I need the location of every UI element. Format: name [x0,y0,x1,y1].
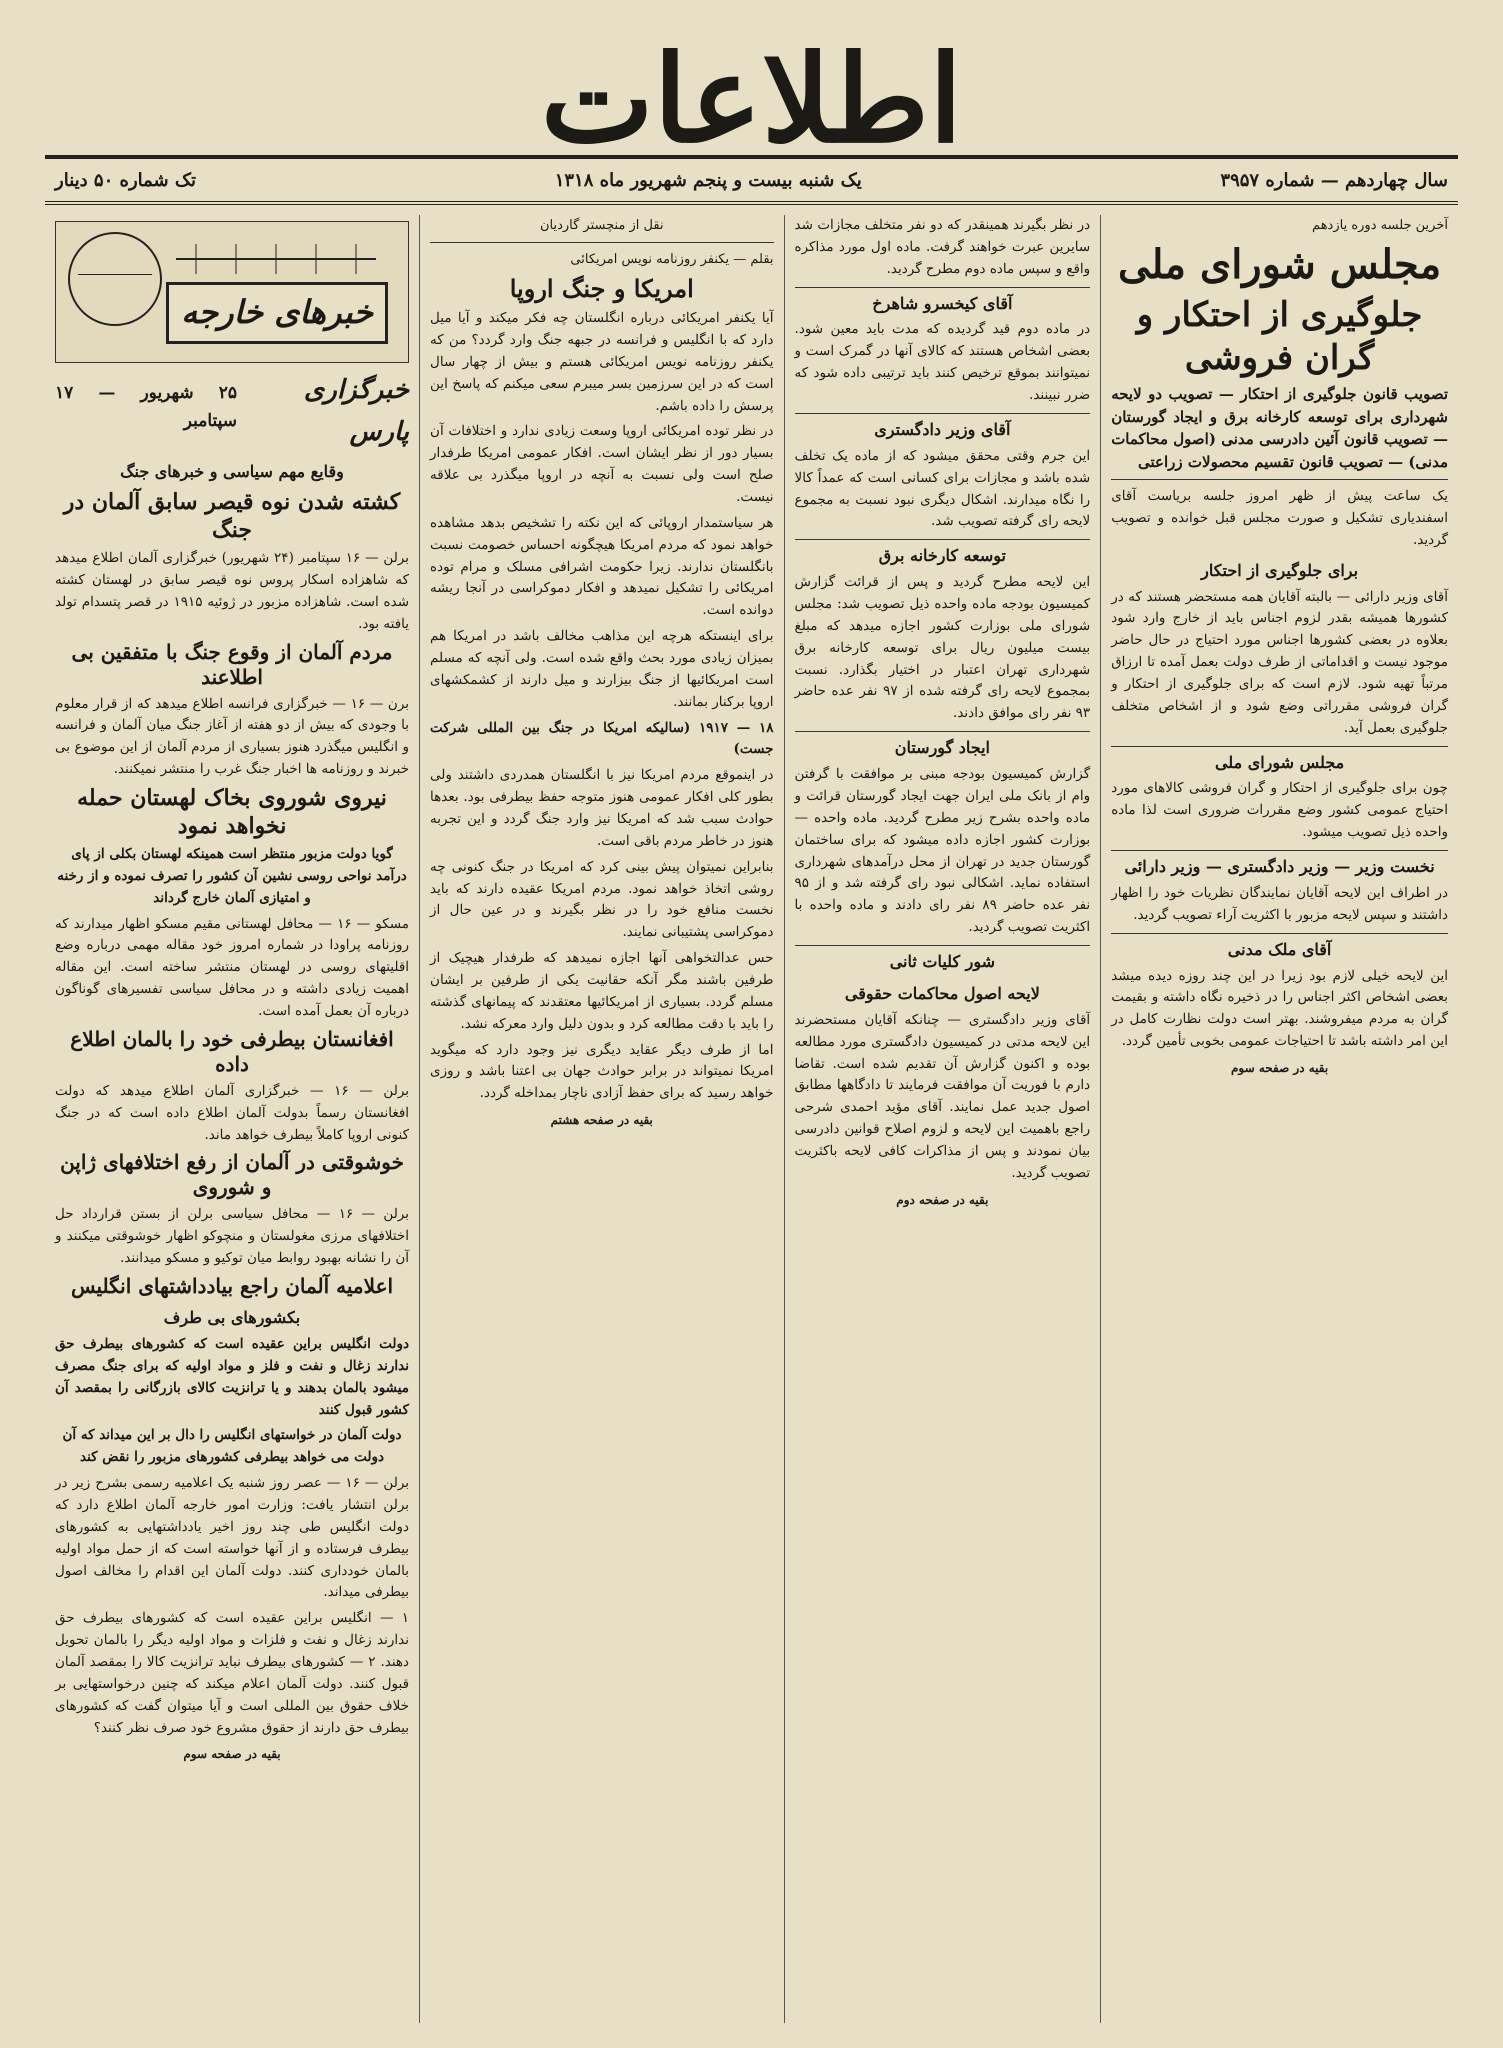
headline-hoarding: جلوگیری از احتکار و گران فروشی [1136,295,1423,378]
foreign-news-banner [55,221,409,363]
section-text: در اطراف این لایحه آقایان نمایندگان نظریات خود را اظهار داشتند و سپس لایحه مزبور با اکثریت آراء تصویب گردید. [1111,884,1448,923]
source-note: نقل از منچستر گاردیان [539,218,664,233]
section-title: نخست وزیر — وزیر دادگستری — وزیر دارائی [1111,850,1448,880]
byline: بقلم — یکنفر روزنامه نویس امریکائی [570,252,774,268]
column-foreign-news [45,215,419,2023]
paragraph: برلن — ۱۶ — محافل سیاسی برلن از بستن قرارداد حل اختلافهای مرزی مغولستان و منچوکو اظهار خوشوقتی میکنند و آن را نشانه بهبود روابط میان توکیو و مسکو میدانند. [55,1206,410,1267]
column-america [419,215,784,2023]
paragraph: آیا یکنفر امریکائی درباره انگلستان چه فکر میکند و آیا میل دارد که با انگلیس و فرانسه در جبهه جنگ وارد گردد؟ من که یکنفر روزنامه نویس امریکائی هستم و بیش از چهار سال است که در این سرزمین بسر میبرم سعی میکنم که پاسخ این پرسش را داده باشم. [430,310,774,414]
headline: مردم آلمان از وقوع جنگ با متفقین بی اطلاعند [71,639,393,689]
column-parliament [1100,215,1458,2023]
headline-parliament: مجلس شورای ملی [1117,241,1442,289]
paragraph: در نظر بگیرند همینقدر که دو نفر متخلف مجازات شد سایرین عبرت خواهند گرفت. ماده اول مورد مذاکره واقع و سپس ماده دوم مطرح گردید. [794,217,1091,277]
agency-row [55,369,409,453]
radio-tower-icon [176,234,376,284]
paragraph: این جرم وقتی محقق میشود که از ماده یک تخلف شده باشد و مجازات برای کسانی است که عمداً کالا را نگاه میدارند. اشکال دیگری نبود نسبت به مجموع لایحه رای گرفته تصویب شد. [794,447,1091,530]
paragraph: برن — ۱۶ — خبرگزاری فرانسه اطلاع میدهد که از قرار معلوم با وجودی که بیش از دو هفته از آغاز جنگ میان آلمان و فرانسه و انگلیس میگذرد هنوز بسیاری از مردم آلمان از این موضوع بی خبرند و روزنامه ها اخبار جنگ غرب را منتشر نمیکنند. [55,695,410,778]
subheadline: دولت آلمان در خواستهای انگلیس را دال بر این میداند که آن دولت می خواهد بیطرفی کشورهای مزبور را نقض کند [62,1427,402,1466]
paragraph: حس عدالتخواهی آنها اجازه نمیدهد که طرفدار هیچیک از طرفین باشند مگر آنکه حقانیت یکی از طرفین بر ایشان مسلم گردد. بسیاری از امریکائیها معتقدند که پیمانهای گذشته را باید با دقت مطالعه کرد و بدون دلیل وارد معرکه نشد. [430,950,774,1032]
section-title: لایحه اصول محاکمات حقوقی [844,983,1040,1003]
section-title: آقای وزیر دادگستری [795,413,1091,443]
headline: اعلامیه آلمان راجع بیادداشتهای انگلیس [70,1274,394,1299]
paragraph: در نظر توده امریکائی اروپا وسعت زیادی ندارد و اختلافات آن بسیار دور از نظر ایشان است. افکار عمومی امریکا طرفدار صلح است ولی نسبت به آنچه در اروپا میگذرد بی علاقه نیست. [430,423,774,505]
section-title: ایجاد گورستان [795,731,1091,761]
price: تک شماره ۵۰ دینار [55,169,197,191]
info-bar [45,155,1458,205]
section-title: توسعه کارخانه برق [795,539,1091,569]
headline: نیروی شوروی بخاک لهستان حمله نخواهد نمود [77,785,387,839]
paragraph: در اینموقع مردم امریکا نیز با انگلستان همدردی داشتند ولی بطور کلی افکار عمومی هنوز متوجه حفظ بیطرفی بود. بعدها حوادث سبب شد که امریکا نیز وارد جنگ گردد و این تجربه هنوز در خاطر مردم باقی است. [430,767,774,849]
kicker: آخرین جلسه دوره یازدهم [1312,218,1448,233]
subheadline: گویا دولت مزبور منتظر است همینکه لهستان بکلی از پای درآمد نواحی روسی نشین آن کشور را تصرف نموده و از رخنه و امتیازی آلمان خارج گرداند [57,846,407,906]
paragraph: هر سیاستمدار اروپائی که این نکته را تشخیص بدهد مشاهده خواهد نمود که مردم امریکا هیچگونه احساس خصومت نسبت بانگلستان ندارند. زیرا حکومت اشرافی مسلک و مرام توده امریکائی را تشکیل نمیدهد و افکار دموکراسی در آنجا ریشه دوانده است. [430,514,774,619]
agency-name: خبرگزاری پارس [303,375,410,448]
section-title: آقای کیخسرو شاهرخ [795,287,1091,317]
kicker: وقایع مهم سیاسی و خبرهای جنگ [120,462,344,482]
paragraph: بنابراین نمیتوان پیش بینی کرد که امریکا در جنگ کنونی چه روشی اتخاذ خواهد نمود. مردم امریکا عقیده دارند که باید نخست منافع خود را در نظر بگیرند و در عین حال از دموکراسی پشتیبانی نمایند. [430,858,774,941]
section-text: این لایحه خیلی لازم بود زیرا در این چند روزه دیده میشد بعضی اشخاص اکثر اجناس را در ذخیره نگاه داشته و بقیمت گران به مردم میفروشند. بهتر است دولت نظارت کامل در این امر داشته باشد تا احتیاجات عمومی بخوبی تأمین گردد. [1111,967,1448,1050]
column-parliament-cont [784,215,1101,2023]
paragraph: آقای وزیر دادگستری — چنانکه آقایان مستحضرند این لایحه مدتی در کمیسیون دادگستری مورد مطالعه بوده و اکنون گزارش آن تقدیم شده است. تقاضا دارم با فوریت آن موافقت فرمایند تا دادگاهها مطابق اصول جدید عمل نمایند. آقای مؤید احمدی شرحی راجع باهمیت این لایحه و لزوم اصلاح قوانین دادرسی بیان نمودند و پس از مذاکرات کافی لایحه باکثریت تصویب گردید. [794,1011,1091,1181]
paragraph: مسکو — ۱۶ — محافل لهستانی مقیم مسکو اظهار میدارند که روزنامه پراودا در شماره امروز خود مقاله مهمی درباره وضع اقلیتهای روسی در لهستان منتشر ساخته است. این مقاله اهمیت زیادی داشته و در محافل سیاسی تفسیرهای گوناگون درباره آن بعمل آمده است. [55,915,410,1020]
date-line: ۱۸ — ۱۹۱۷ (سالیکه امریکا در جنگ بین المللی شرکت جست) [430,719,774,758]
masthead [0,29,1503,170]
divider [430,242,774,243]
continued-note: بقیه در صفحه سوم [183,1747,281,1762]
subhead: تصویب قانون جلوگیری از احتکار — تصویب دو لایحه شهرداری برای توسعه کارخانه برق و ایجاد گورستان — تصویب قانون آئین دادرسی مدنی (اصول محاکمات مدنی) — تصویب قانون تقسیم محصولات زراعتی [1111,385,1448,471]
headline: کشته شدن نوه قیصر سابق آلمان در جنگ [63,489,401,543]
columns [45,215,1458,2023]
section-title: مجلس شورای ملی [1111,746,1448,776]
headline: افغانستان بیطرفی خود را بالمان اطلاع داده [70,1026,394,1076]
lead-paragraph: یک ساعت پیش از ظهر امروز جلسه بریاست آقای اسفندیاری تشکیل و صورت مجلس قبل خوانده و تصویب گردید. [1111,488,1448,548]
continued-note: بقیه در صفحه هشتم [550,1113,653,1128]
headline: خوشوقتی در آلمان از رفع اختلافهای ژاپن و شوروی [60,1150,404,1200]
paragraph: اما از طرف دیگر عقاید دیگری نیز وجود دارد که میگوید امریکا نمیتواند در برابر حوادث جهان بی اعتنا باشد و روزی خواهد رسید که برای حفظ آزادی ناچار بمداخله گردد. [430,1041,774,1102]
newspaper-title: اطلاعات [540,29,963,170]
paragraph: برلن — ۱۶ — خبرگزاری آلمان اطلاع میدهد که دولت افغانستان رسماً بدولت آلمان اطلاع داده است که در جنگ کنونی اروپا کاملاً بیطرف خواهد ماند. [55,1082,410,1143]
continued-note: بقیه در صفحه سوم [1230,1061,1329,1075]
banner-label: خبرهای خارجه [166,282,388,344]
section-text: چون برای جلوگیری از احتکار و گران فروشی کالاهای مورد احتیاج عمومی کشور وضع مقررات ضروری است لذا ماده واحده ذیل تصویب میشود. [1111,780,1448,841]
section-title: شور کلیات ثانی [795,945,1091,975]
section-title: آقای ملک مدنی [1111,933,1448,963]
section-text: آقای وزیر دارائی — بالبته آقایان همه مستحضر هستند که در کشورها همیشه بقدر لزوم اجناس باید از خارج وارد شود بعلاوه در بعضی کشورها اجناس مورد احتیاج در حال حاضر موجود نیست و اقداماتی از طرف دولت بعمل آمده تا ارزاق مرتباً تهیه شود. لازم است که برای جلوگیری از احتکار و گران فروشی مقرراتی وضع شود و از اشخاص متخلف جلوگیری بعمل آید. [1111,588,1448,736]
globe-icon [68,232,162,326]
section-title: برای جلوگیری از احتکار [1201,560,1359,580]
paragraph: برلن — ۱۶ سپتامبر (۲۴ شهریور) خبرگزاری آلمان اطلاع میدهد که شاهزاده اسکار پروس نوه قیصر سابق در لهستان کشته شده است. شاهزاده مزبور در ژوئیه ۱۹۱۵ در قصر پتسدام تولد یافته بود. [55,550,410,632]
paragraph: برای اینستکه هرچه این مذاهب مخالف باشد در امریکا هم بمیزان زیادی مورد بحث واقع شده است. ولی آنچه که مسلم است امریکائیها از جنگ بیزارند و میل دارند از کشمکشهای اروپا برکنار بمانند. [430,628,774,710]
subheadline: دولت انگلیس براین عقیده است که کشورهای بیطرف حق ندارند زغال و نفت و فلز و مواد اولیه که برای جنگ مصرف میشود بالمان بدهند و یا ترانزیت کالای بازرگانی را بمقصد آن کشور قبول کنند [55,1335,410,1418]
paragraph: این لایحه مطرح گردید و پس از قرائت گزارش کمیسیون بودجه ماده واحده ذیل تصویب شد: مجلس شورای ملی بوزارت کشور اجازه میدهد که مبلغ بیست میلیون ریال برای توسعه کارخانه برق شهرداری تهران اعتبار در اختیار بگذارد. نسبت بمجموع لایحه رای گرفته شده از ۹۷ نفر عده حاضر ۹۳ نفر رای موافق دادند. [794,574,1091,722]
continued-note: بقیه در صفحه دوم [896,1192,989,1207]
issue-info: سال چهاردهم — شماره ۳۹۵۷ [1220,169,1448,191]
paragraph: در ماده دوم قید گردیده که مدت باید معین شود. بعضی اشخاص هستند که کالای آنها در گمرک است و نمیتوانند بموقع ترخیص کنند باید ترتیبی داده شود که ضرر نبینند. [794,321,1091,404]
subheadline: بکشورهای بی طرف [163,1308,301,1328]
divider [1111,479,1448,480]
paragraph: برلن — ۱۶ — عصر روز شنبه یک اعلامیه رسمی بشرح زیر در برلن انتشار یافت: وزارت امور خارجه آلمان اطلاع دارد که دولت انگلیس طی چند روز اخیر یادداشتهایی به کشورهای بیطرف فرستاده و از آنها خواسته است که از حمل مواد اولیه بالمان خودداری کنند. دولت آلمان این اقدام را مخالف اصول بیطرفی میداند. [55,1475,410,1601]
paragraph: ۱ — انگلیس براین عقیده است که کشورهای بیطرف حق ندارند زغال و نفت و فلزات و مواد اولیه دیگر را بالمان تحویل دهند. ۲ — کشورهای بیطرف نباید ترانزیت کالا را بمقصد آلمان قبول کنند. دولت آلمان اعلام میکند که چنین درخواستهایی بر خلاف حقوق بین المللی است و آیا میتوان گفت که کشورهای بیطرف حق دارند از حقوق مشروع خود صرف نظر کنند؟ [55,1610,410,1736]
paragraph: گزارش کمیسیون بودجه مبنی بر موافقت با گرفتن وام از بانک ملی ایران جهت ایجاد گورستان قرائت و ماده واحده بشرح زیر مطرح گردید. ماده واحده — بوزارت کشور اجازه داده میشود که برای ساختمان گورستان جدید در تهران از محل درآمدهای شهرداری استفاده نماید. اشکالی نبود رای گرفته شد و از ۹۵ نفر عده حاضر ۸۹ نفر رای دادند و ماده واحده با اکثریت تصویب گردید. [794,766,1091,936]
issue-date: یک شنبه بیست و پنجم شهریور ماه ۱۳۱۸ [554,169,862,191]
agency-date: ۲۵ شهریور — ۱۷ سپتامبر [55,383,238,431]
headline-america: امریکا و جنگ اروپا [509,274,694,304]
